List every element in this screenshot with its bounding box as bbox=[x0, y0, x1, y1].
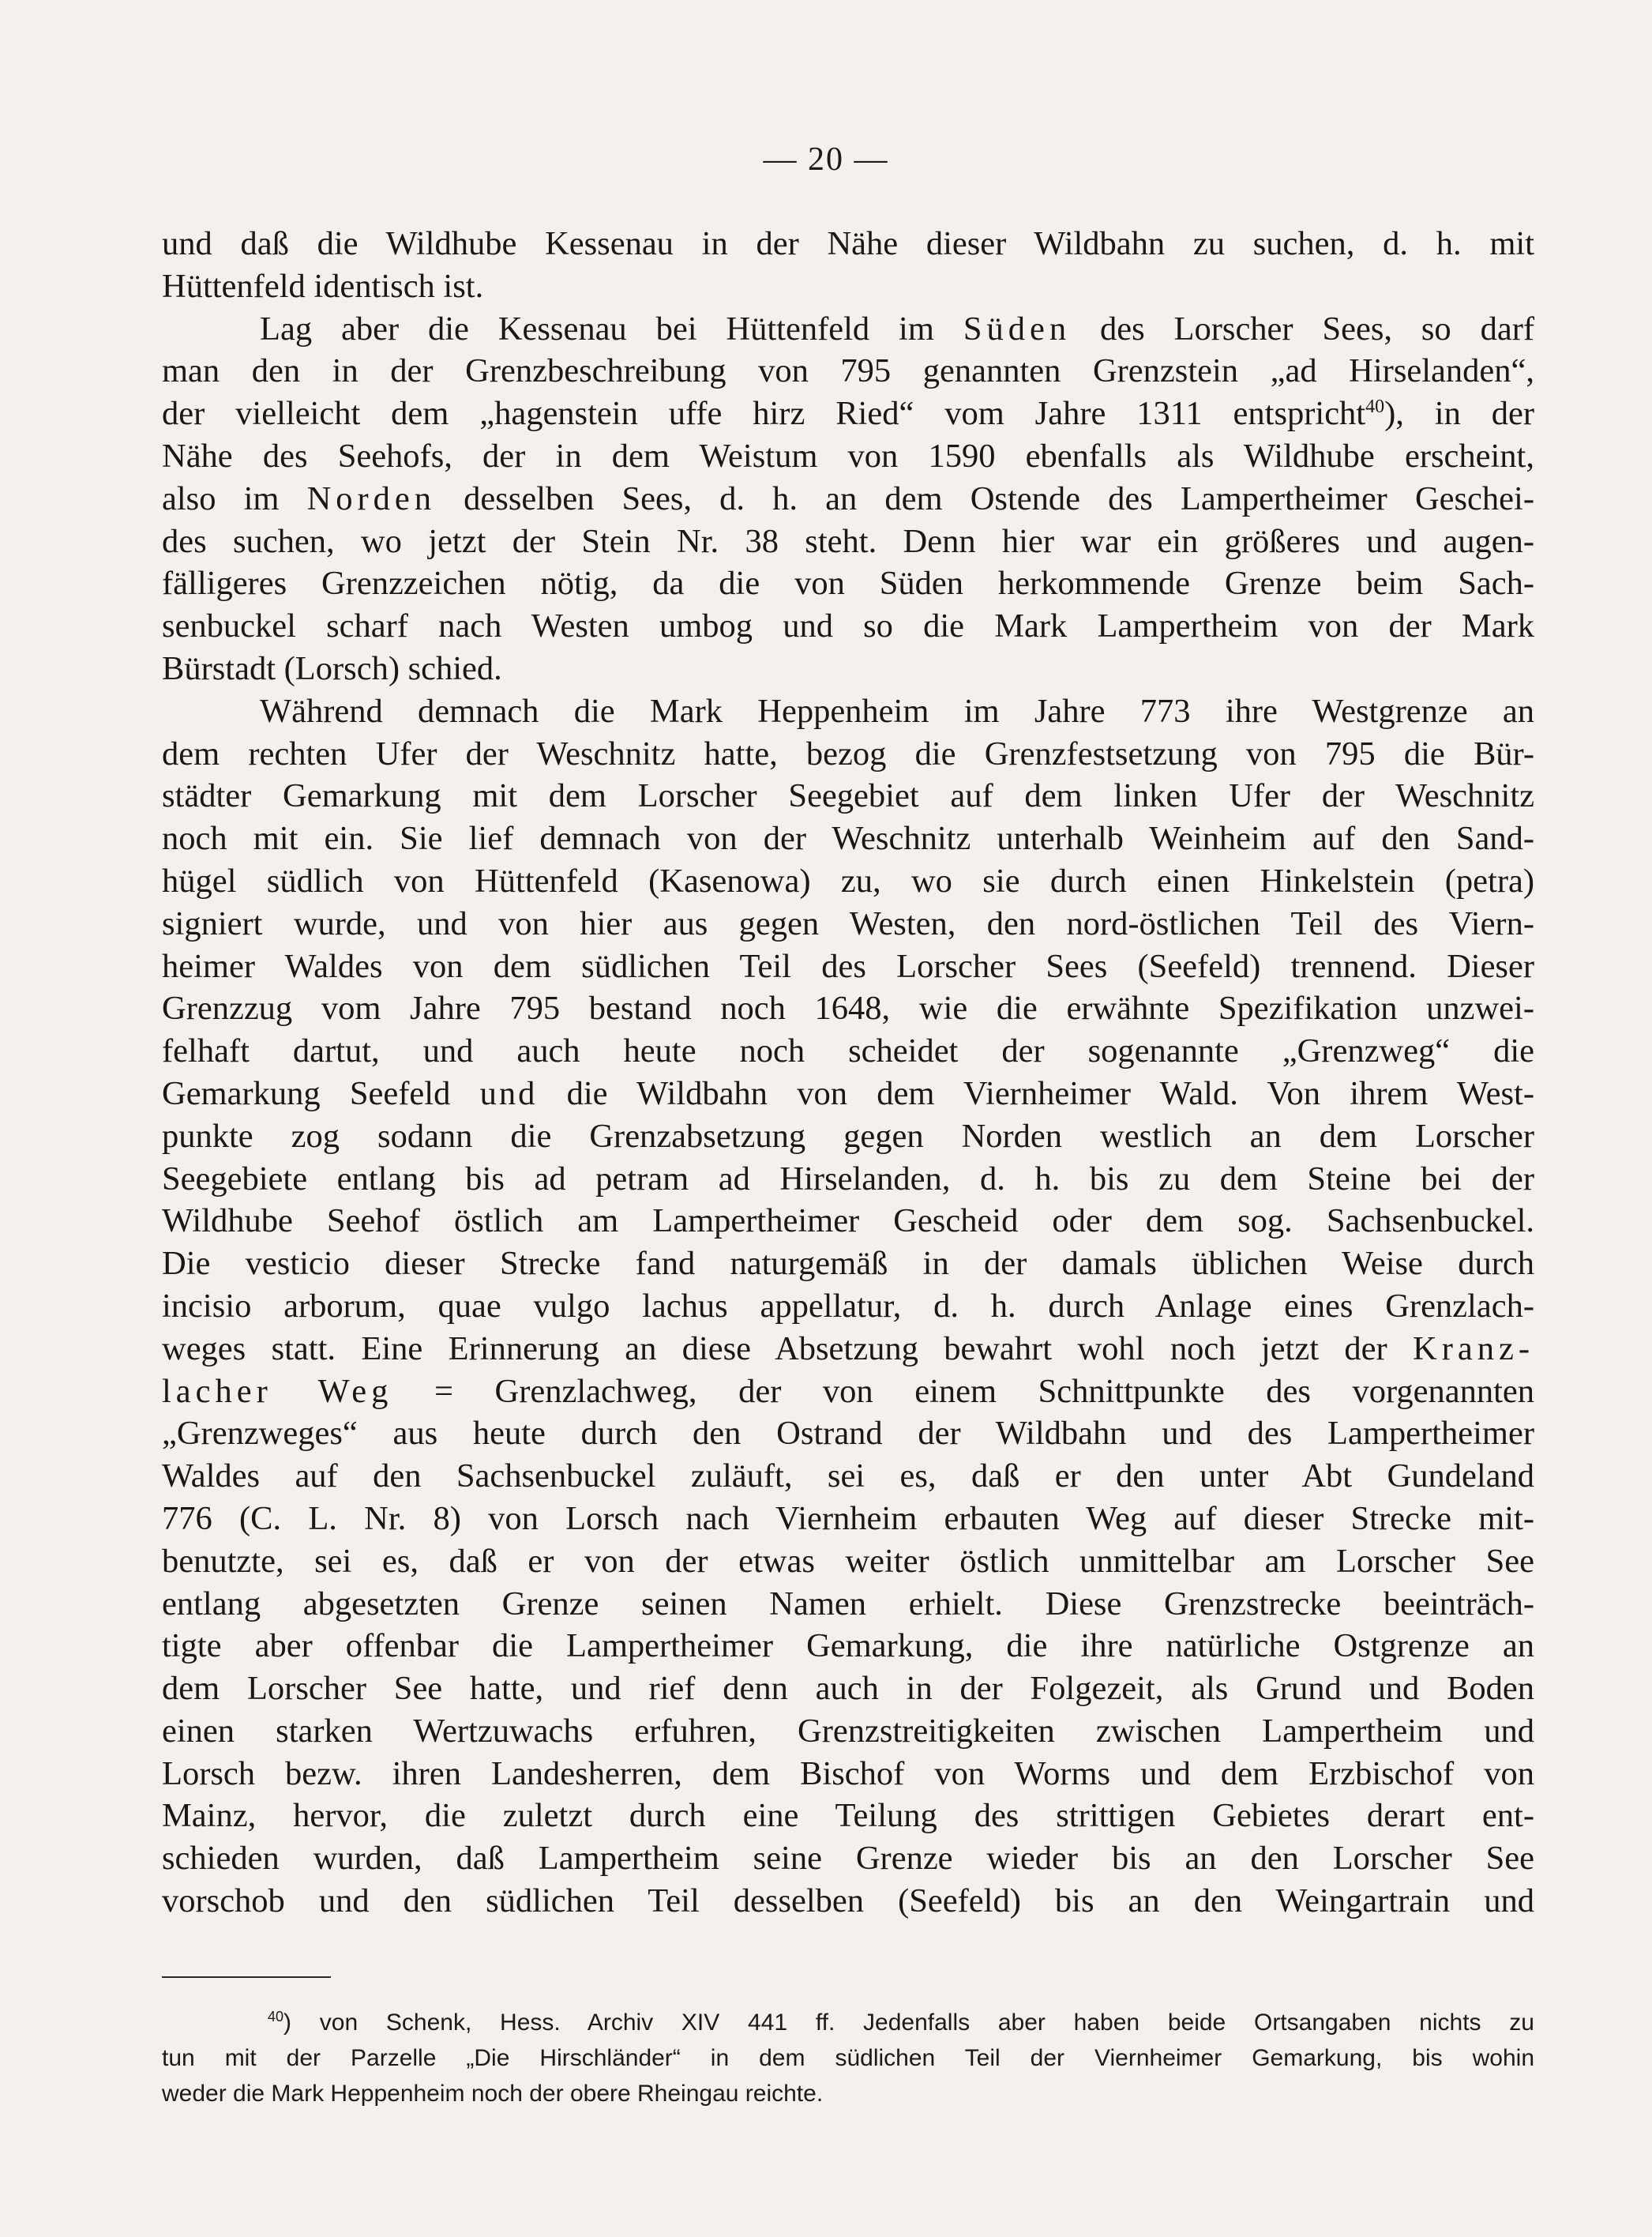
text-span: also im bbox=[162, 479, 280, 517]
page-number: — 20 — bbox=[763, 141, 889, 178]
text-line bbox=[162, 308, 1534, 351]
text-line: dem Lorscher See hatte, und rief denn auch in der Folgezeit, als Grund und Boden bbox=[162, 1670, 1534, 1708]
body-text bbox=[162, 223, 1534, 1923]
text-line: noch mit ein. Sie lief demnach von der Weschnitz unterhalb Weinheim auf den Sand- bbox=[162, 820, 1534, 858]
text-line: Mainz, hervor, die zuletzt durch eine Teilung des strittigen Gebietes derart ent- bbox=[162, 1797, 1534, 1835]
text-span: ), in der bbox=[1384, 395, 1534, 433]
text-line: des suchen, wo jetzt der Stein Nr. 38 steht. Denn hier war ein größeres und augen- bbox=[162, 522, 1534, 560]
text-line: 776 (C. L. Nr. 8) von Lorsch nach Viernheim erbauten Weg auf dieser Strecke mit- bbox=[162, 1499, 1534, 1537]
text-line bbox=[162, 1370, 1534, 1413]
text-line: Lorsch bezw. ihren Landesherren, dem Bischof von Worms und dem Erzbischof von bbox=[162, 1754, 1534, 1792]
text-line: Nähe des Seehofs, der in dem Weistum von 1590 ebenfalls als Wildhube erscheint, bbox=[162, 437, 1534, 475]
text-line: entlang abgesetzten Grenze seinen Namen erhielt. Diese Grenzstrecke beeinträch- bbox=[162, 1585, 1534, 1622]
footnote-ref: 40 bbox=[1365, 397, 1385, 418]
emphasis-spaced: Süden bbox=[963, 310, 1072, 348]
text-line: incisio arborum, quae vulgo lachus appellatur, d. h. durch Anlage eines Grenzlach- bbox=[162, 1287, 1534, 1325]
text-line: dem rechten Ufer der Weschnitz hatte, bezog die Grenzfestsetzung von 795 die Bür- bbox=[162, 735, 1534, 773]
emphasis-spaced: Norden bbox=[306, 479, 437, 517]
text-line: Wildhube Seehof östlich am Lampertheimer Gescheid oder dem sog. Sachsenbuckel. bbox=[162, 1202, 1534, 1240]
text-line bbox=[162, 393, 1534, 435]
text-line: benutzte, sei es, daß er von der etwas weiter östlich unmittelbar am Lorscher See bbox=[162, 1542, 1534, 1580]
text-line: Bürstadt (Lorsch) schied. bbox=[162, 649, 502, 687]
text-line: Hüttenfeld identisch ist. bbox=[162, 267, 484, 305]
text-line bbox=[162, 1328, 1534, 1370]
text-span: desselben Sees, d. h. an dem Ostende des Lampertheimer Geschei- bbox=[464, 479, 1534, 517]
text-line: städter Gemarkung mit dem Lorscher Seegebiet auf dem linken Ufer der Weschnitz bbox=[162, 777, 1534, 815]
emphasis-spaced: Kranz- bbox=[1413, 1329, 1535, 1367]
text-line: vorschob und den südlichen Teil desselben (Seefeld) bis an den Weingartrain und bbox=[162, 1882, 1534, 1920]
footnote-text: ) von Schenk, Hess. Archiv XIV 441 ff. Jedenfalls aber haben beide Ortsangaben nichts zu bbox=[283, 2010, 1534, 2036]
text-line: heimer Waldes von dem südlichen Teil des Lorscher Sees (Seefeld) trennend. Dieser bbox=[162, 947, 1534, 985]
emphasis-spaced: und bbox=[479, 1074, 538, 1112]
text-span: des Lorscher Sees, so darf bbox=[1099, 310, 1535, 348]
text-line: punkte zog sodann die Grenzabsetzung gegen Norden westlich an dem Lorscher bbox=[162, 1117, 1534, 1155]
footnote-divider bbox=[162, 1976, 331, 1978]
footnote-line: weder die Mark Heppenheim noch der obere Rheingau reichte. bbox=[162, 2081, 824, 2107]
footnote-marker: 40 bbox=[268, 2009, 284, 2025]
text-line: felhaft dartut, und auch heute noch scheidet der sogenannte „Grenzweg“ die bbox=[162, 1032, 1534, 1070]
text-line: schieden wurden, daß Lampertheim seine Grenze wieder bis an den Lorscher See bbox=[162, 1840, 1534, 1878]
text-line: und daß die Wildhube Kessenau in der Nähe dieser Wildbahn zu suchen, d. h. mit bbox=[162, 225, 1534, 262]
text-span: Gemarkung Seefeld bbox=[162, 1074, 451, 1112]
text-line: man den in der Grenzbeschreibung von 795 genannten Grenzstein „ad Hirselanden“, bbox=[162, 352, 1534, 390]
text-line: tigte aber offenbar die Lampertheimer Gemarkung, die ihre natürliche Ostgrenze an bbox=[162, 1627, 1534, 1665]
text-line bbox=[162, 478, 1534, 521]
footnotes bbox=[162, 2005, 1534, 2111]
text-span: Lag aber die Kessenau bei Hüttenfeld im bbox=[260, 310, 934, 348]
text-line: Waldes auf den Sachsenbuckel zuläuft, sei es, daß er den unter Abt Gundeland bbox=[162, 1457, 1534, 1495]
text-span: die Wildbahn von dem Viernheimer Wald. Von ihrem West- bbox=[566, 1074, 1535, 1112]
text-line bbox=[162, 1073, 1534, 1115]
footnote-line: tun mit der Parzelle „Die Hirschländer“ in dem südlichen Teil der Viernheimer Gemarkung, bis wohin bbox=[162, 2045, 1534, 2071]
text-line: senbuckel scharf nach Westen umbog und so die Mark Lampertheim von der Mark bbox=[162, 607, 1534, 645]
text-line: „Grenzweges“ aus heute durch den Ostrand der Wildbahn und des Lampertheimer bbox=[162, 1415, 1534, 1453]
text-line: signiert wurde, und von hier aus gegen Westen, den nord-östlichen Teil des Viern- bbox=[162, 904, 1534, 942]
text-line: Seegebiete entlang bis ad petram ad Hirselanden, d. h. bis zu dem Steine bei der bbox=[162, 1160, 1534, 1197]
text-line: hügel südlich von Hüttenfeld (Kasenowa) zu, wo sie durch einen Hinkelstein (petra) bbox=[162, 862, 1534, 900]
text-line: Grenzzug vom Jahre 795 bestand noch 1648, wie die erwähnte Spezifikation unzwei- bbox=[162, 990, 1534, 1028]
footnote-line bbox=[162, 2005, 1534, 2040]
text-span: der vielleicht dem „hagenstein uffe hirz Ried“ vom Jahre 1311 entspricht bbox=[162, 395, 1366, 433]
text-span: weges statt. Eine Erinnerung an diese Absetzung bewahrt wohl noch jetzt der bbox=[162, 1329, 1387, 1367]
text-line: Die vesticio dieser Strecke fand naturgemäß in der damals üblichen Weise durch bbox=[162, 1245, 1534, 1283]
text-line: Während demnach die Mark Heppenheim im Jahre 773 ihre Westgrenze an bbox=[260, 692, 1534, 730]
emphasis-spaced: lacher Weg bbox=[162, 1372, 393, 1410]
text-line: einen starken Wertzuwachs erfuhren, Grenzstreitigkeiten zwischen Lampertheim und bbox=[162, 1712, 1534, 1750]
text-line: fälligeres Grenzzeichen nötig, da die von Süden herkommende Grenze beim Sach- bbox=[162, 565, 1534, 603]
text-span: = Grenzlachweg, der von einem Schnittpunkte des vorgenannten bbox=[434, 1372, 1535, 1410]
